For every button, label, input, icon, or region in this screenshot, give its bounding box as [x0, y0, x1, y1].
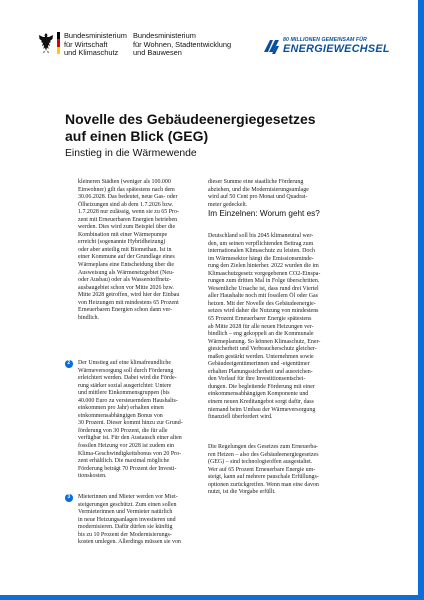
page-subtitle: Einstieg in die Wärmewende [65, 148, 197, 159]
paragraph-climate-goals: Deutschland soll bis 2045 klimaneutral wer- den, um seinen verpflichtenden Beitrag zum internationalen Klimaschutz zu leisten. Doch im Wärmesektor hängt die Emissionsminde- rung den Zielen hinterher. 2022 wurden die im Klimaschutzgesetz vorgegebenen CO2-Einspa- rungen zum dritten Mal in Folge überschritten. Wesentliche Ursache ist, dass rund drei Viertel aller Haushalte noch mit fossilem Öl oder Gas heizen. Mit der Novelle des Gebäudeenergie- setzes wird daher die Nutzung von mindestens 65 Prozent Erneuerbarer Energie spätestens ab Mitte 2028 für alle neuen Heizungen ver- bindlich – eng gekoppelt an die Kommunale Wärmeplanung. So können Klimaschutz, Ener- giesicherheit und Verbraucherschutz gleicher- maßen gestärkt werden. Unternehmen sowie Gebäudeeigentümerinnen und -eigentümer erhalten Planungssicherheit und ausreichen- den Vorlauf für ihre Investitionsentschei- dungen. Die begleitende Förderung mit einer einkommensabhängigen Komponente und einem neuen Kreditangebot sorgt dafür, dass niemand beim Umbau der Wärmeversorgung finanziell überfordert wird. [208, 233, 321, 421]
paragraph-intro: kleineren Städten (weniger als 100.000 Einwohner) gilt das spätestens nach dem 30.06.2028. Das bedeutet, neue Gas- oder Ölheizungen sind ab dem 1.7.2026 bzw. 1.7.2028 nur zulässig, wenn sie zu 65 Pro- zent mit Erneuerbaren Energien betrieben werden. Dies wird zum Beispiel über die Kombination mit einer Wärmepumpe erreicht (sogenannte Hybridheizung) oder aber anteilig mit Biomethan. Ist in einer Kommune auf der Grundlage eines Wärmeplans eine Entscheidung über die Ausweisung als Wärmenetzgebiet (Neu- oder Ausbau) oder als Wasserstoffnetz- ausbaugebiet schon vor Mitte 2026 bzw. Mitte 2028 getroffen, wird hier der Einbau von Heizungen mit mindestens 65 Prozent Erneuerbaren Energien schon dann ver- bindlich. [78, 179, 180, 321]
campaign-name: ENERGIEWECHSEL [283, 43, 390, 55]
list-item-tenants: 3 Mieterinnen und Mieter werden vor Miet- steigerungen geschützt. Zum einen sollen Vermieterinnen und Vermieter natürlich in neue Heizungsanlagen investieren und modernisieren. Dafür dürfen sie künftig bis zu 10 Prozent der Modernisierungs- kosten umlegen. Allerdings müssen sie von [78, 494, 181, 547]
number-badge: 2 [65, 360, 73, 368]
blue-frame-bottom [0, 595, 424, 600]
number-badge: 3 [65, 494, 73, 502]
campaign-tagline: 80 MILLIONEN GEMEINSAM FÜR [283, 37, 367, 43]
page-title: Novelle des Gebäudeenergiegesetzes auf einen Blick (GEG) [65, 111, 316, 144]
ministry-housing-label: Bundesministerium für Wohnen, Stadtentwicklung und Bauwesen [133, 31, 232, 58]
blue-frame-right [418, 0, 424, 600]
energiewechsel-logo-icon [263, 38, 280, 55]
paragraph-continuation: dieser Summe eine staatliche Förderung abziehen, und die Modernisierungsumlage wird auf 50 Cent pro Monat und Quadrat- meter gedeckelt. [208, 179, 309, 208]
ministry-economy-label: Bundesministerium für Wirtschaft und Klimaschutz [64, 31, 127, 58]
german-flag-icon [57, 32, 60, 54]
paragraph-technology-open: Die Regelungen des Gesetzes zum Erneuerba- ren Heizen – also des Gebäudeenergiegesetzes (GEG) – sind technologieoffen ausgestaltet. Wer auf 65 Prozent Erneuerbare Energie um- steigt, kann auf mehrere pauschale Erfüllungs- optionen zurückgreifen. Wenn man eine davon nutzt, ist die Vorgabe erfüllt. [208, 444, 319, 496]
federal-eagle-icon [38, 32, 54, 54]
energiewechsel-logo [263, 37, 388, 59]
section-heading: Im Einzelnen: Worum geht es? [208, 209, 320, 218]
list-item-funding: 2 Der Umstieg auf eine klimafreundliche Wärmeversorgung soll durch Förderung erleichtert werden. Dabei wird die Förde- rung stärker sozial ausgerichtet: Untere und mittlere Einkommensgruppen (bis 40.000 Euro zu versteuerndem Haushalts- einkommen pro Jahr) erhalten einen einkommensabhängigen Bonus von 30 Prozent. Dieser kommt hinzu zur Grund- förderung von 30 Prozent, die für alle verfügbar ist. Für den Austausch einer alten fossilen Heizung vor 2028 ist zudem ein Klima-Geschwindigkeitsbonus von 20 Pro- zent erhältlich. Die maximal mögliche Förderung beträgt 70 Prozent der Investi- tionskosten. [78, 360, 183, 481]
